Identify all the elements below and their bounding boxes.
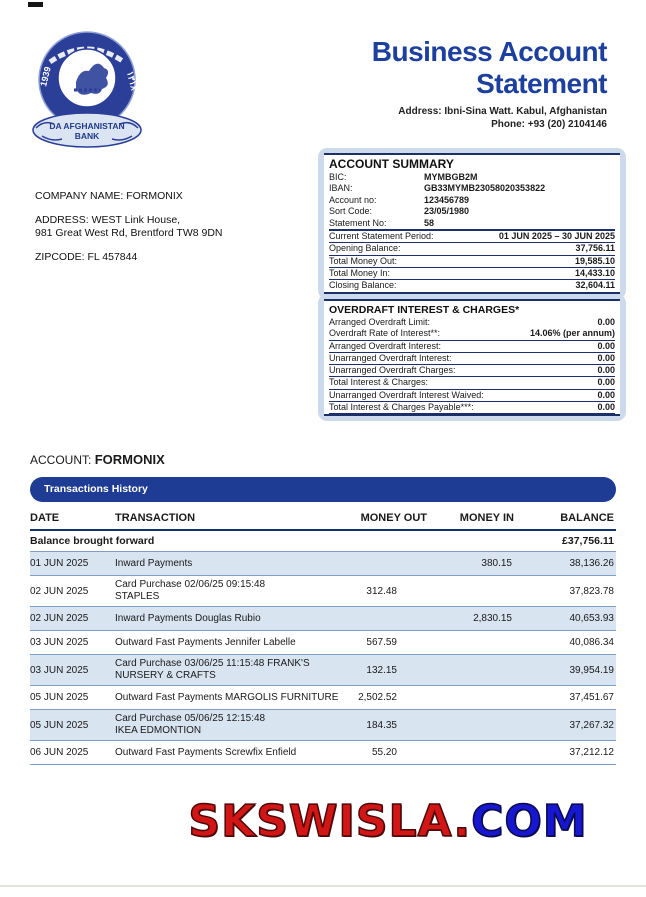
overdraft-value: 0.00 bbox=[597, 365, 615, 376]
statement-header bbox=[267, 36, 607, 131]
tx-description: Outward Fast Payments Screwfix Enfield bbox=[115, 746, 297, 758]
tx-money-out: 132.15 bbox=[366, 664, 397, 676]
info-label: Account no: bbox=[329, 194, 377, 205]
tx-date: 02 JUN 2025 bbox=[30, 585, 89, 597]
page-edge-divider bbox=[0, 885, 646, 887]
summary-value: 19,585.10 bbox=[574, 255, 615, 266]
overdraft-label: Unarranged Overdraft Charges: bbox=[329, 365, 456, 376]
overdraft-row bbox=[329, 317, 615, 328]
table-row bbox=[30, 576, 616, 607]
bank-address: Address: Ibni-Sina Watt. Kabul, Afghanistan bbox=[398, 106, 607, 117]
overdraft-value: 0.00 bbox=[597, 352, 615, 363]
info-value: 58 bbox=[424, 217, 435, 228]
site-watermark bbox=[0, 796, 646, 847]
logo-year-left: 1939 bbox=[38, 65, 53, 88]
account-summary-panel bbox=[318, 148, 626, 299]
tx-description: Inward Payments bbox=[115, 557, 193, 569]
overdraft-row bbox=[329, 341, 615, 353]
summary-label: Total Money In: bbox=[329, 267, 391, 278]
tx-balance: 37,451.67 bbox=[569, 692, 614, 703]
watermark-dot: . bbox=[453, 796, 472, 847]
company-name: COMPANY NAME: FORMONIX bbox=[35, 190, 183, 202]
tx-date: 05 JUN 2025 bbox=[30, 692, 89, 703]
brought-forward-label: Balance brought forward bbox=[30, 535, 155, 547]
document-title bbox=[267, 36, 607, 100]
table-row bbox=[30, 655, 616, 686]
overdraft-row bbox=[329, 353, 615, 365]
summary-value: 01 JUN 2025 – 30 JUN 2025 bbox=[498, 231, 615, 242]
info-label: Sort Code: bbox=[329, 206, 373, 217]
tx-money-out: 55.20 bbox=[371, 747, 397, 758]
tx-date: 05 JUN 2025 bbox=[30, 719, 89, 731]
overdraft-value: 0.00 bbox=[597, 377, 615, 388]
tx-money-out: 184.35 bbox=[366, 719, 397, 731]
transactions-history-banner: Transactions History bbox=[30, 477, 616, 502]
watermark-text-blue: COM bbox=[471, 796, 588, 847]
info-value: 23/05/1980 bbox=[424, 206, 470, 217]
column-header-date: DATE bbox=[30, 512, 60, 524]
summary-label: Current Statement Period: bbox=[329, 231, 434, 242]
company-zipcode: ZIPCODE: FL 457844 bbox=[35, 251, 138, 263]
table-row bbox=[30, 552, 616, 576]
summary-label: Opening Balance: bbox=[329, 243, 401, 254]
info-label: IBAN: bbox=[329, 183, 353, 194]
summary-info-row bbox=[329, 195, 615, 206]
summary-label: Closing Balance: bbox=[329, 280, 397, 291]
account-name-line bbox=[30, 452, 165, 467]
tx-description: Card Purchase 05/06/25 12:15:48 IKEA EDMONTION bbox=[115, 713, 266, 736]
document-title-line2: Statement bbox=[476, 68, 607, 99]
table-row bbox=[30, 631, 616, 655]
info-value: 123456789 bbox=[424, 194, 470, 205]
column-header-money-out: MONEY OUT bbox=[360, 512, 427, 524]
summary-info-row bbox=[329, 206, 615, 217]
account-name: FORMONIX bbox=[94, 452, 165, 467]
tx-money-out: 567.59 bbox=[366, 637, 397, 648]
overdraft-label: Total Interest & Charges: bbox=[329, 377, 429, 388]
brought-forward-balance: £37,756.11 bbox=[562, 535, 614, 547]
table-row bbox=[30, 741, 616, 765]
table-row bbox=[30, 710, 616, 741]
tx-balance: 39,954.19 bbox=[569, 664, 614, 676]
tx-money-in: 2,830.15 bbox=[473, 613, 512, 624]
overdraft-label: Overdraft Rate of Interest**: bbox=[329, 328, 441, 339]
bank-logo bbox=[26, 24, 148, 154]
summary-label: Total Money Out: bbox=[329, 255, 398, 266]
tx-date: 06 JUN 2025 bbox=[30, 747, 89, 758]
summary-row bbox=[329, 255, 615, 267]
tx-money-in: 380.15 bbox=[481, 558, 512, 569]
summary-info-row bbox=[329, 218, 615, 229]
overdraft-row bbox=[329, 402, 615, 414]
info-label: BIC: bbox=[329, 172, 347, 182]
tx-money-out: 2,502.52 bbox=[358, 692, 397, 703]
summary-row bbox=[329, 279, 615, 291]
overdraft-row bbox=[329, 390, 615, 402]
tx-date: 02 JUN 2025 bbox=[30, 613, 89, 624]
overdraft-value: 0.00 bbox=[597, 402, 615, 413]
column-header-money-in: MONEY IN bbox=[459, 512, 514, 524]
tx-money-out: 312.48 bbox=[366, 585, 397, 597]
summary-row bbox=[329, 229, 615, 242]
summary-row bbox=[329, 242, 615, 254]
tx-description: Outward Fast Payments Jennifer Labelle bbox=[115, 636, 296, 648]
table-row bbox=[30, 686, 616, 710]
summary-info-row bbox=[329, 183, 615, 194]
summary-info-row bbox=[329, 172, 615, 183]
overdraft-value: 0.00 bbox=[597, 340, 615, 351]
account-summary-table bbox=[324, 153, 620, 294]
tx-date: 01 JUN 2025 bbox=[30, 558, 89, 569]
overdraft-value: 0.00 bbox=[597, 389, 615, 400]
summary-value: 32,604.11 bbox=[575, 280, 615, 291]
overdraft-label: Unarranged Overdraft Interest Waived: bbox=[329, 389, 484, 400]
column-header-balance: BALANCE bbox=[560, 512, 614, 524]
company-info bbox=[35, 190, 223, 264]
overdraft-label: Unarranged Overdraft Interest: bbox=[329, 352, 452, 363]
company-address-line1: ADDRESS: WEST Link House, bbox=[35, 214, 181, 226]
watermark-text-red: SKSWISLA bbox=[188, 796, 454, 847]
overdraft-label: Arranged Overdraft Interest: bbox=[329, 340, 442, 351]
tx-balance: 40,653.93 bbox=[569, 613, 614, 624]
summary-value: 14,433.10 bbox=[574, 267, 615, 278]
company-address-line2: 981 Great West Rd, Brentford TW8 9DN bbox=[35, 227, 223, 239]
tx-description: Card Purchase 03/06/25 11:15:48 FRANK'S NURSERY & CRAFTS bbox=[115, 658, 310, 681]
overdraft-value: 0.00 bbox=[597, 317, 615, 327]
tx-description: Card Purchase 02/06/25 09:15:48 STAPLES bbox=[115, 579, 266, 602]
overdraft-row bbox=[329, 328, 615, 340]
info-value: GB33MYMB23058020353822 bbox=[424, 183, 546, 194]
overdraft-charges-table bbox=[324, 299, 620, 416]
transactions-header-row bbox=[30, 507, 616, 531]
logo-bank-name-line1: DA AFGHANISTAN bbox=[49, 121, 125, 131]
overdraft-label: Arranged Overdraft Limit: bbox=[329, 317, 431, 327]
logo-bank-name-line2: BANK bbox=[74, 131, 100, 141]
overdraft-row bbox=[329, 365, 615, 377]
overdraft-value: 14.06% (per annum) bbox=[529, 328, 615, 339]
column-header-transaction: TRANSACTION bbox=[115, 512, 196, 524]
tx-date: 03 JUN 2025 bbox=[30, 637, 89, 648]
overdraft-title: OVERDRAFT INTEREST & CHARGES* bbox=[329, 304, 520, 316]
tx-date: 03 JUN 2025 bbox=[30, 664, 89, 676]
tx-balance: 37,823.78 bbox=[569, 585, 614, 597]
bank-phone: Phone: +93 (20) 2104146 bbox=[491, 119, 607, 130]
bank-contact-info bbox=[267, 105, 607, 131]
balance-brought-forward-row bbox=[30, 531, 616, 552]
document-title-line1: Business Account bbox=[371, 36, 607, 67]
tx-balance: 37,212.12 bbox=[569, 747, 614, 758]
account-label: ACCOUNT: bbox=[30, 453, 92, 467]
info-label: Statement No: bbox=[329, 217, 387, 228]
overdraft-row bbox=[329, 377, 615, 389]
tx-balance: 37,267.32 bbox=[569, 719, 614, 731]
tx-balance: 38,136.26 bbox=[569, 558, 614, 569]
tx-description: Outward Fast Payments MARGOLIS FURNITURE bbox=[115, 691, 339, 703]
account-summary-title: ACCOUNT SUMMARY bbox=[329, 157, 454, 171]
tx-description: Inward Payments Douglas Rubio bbox=[115, 612, 261, 624]
info-value: MYMBGB2M bbox=[424, 172, 478, 182]
transactions-table bbox=[30, 507, 616, 765]
table-row bbox=[30, 607, 616, 631]
tx-balance: 40,086.34 bbox=[569, 637, 614, 648]
page-corner-mark bbox=[28, 2, 43, 7]
overdraft-charges-panel bbox=[318, 294, 626, 421]
logo-year-right: ١٣١٨ bbox=[125, 70, 140, 92]
bank-seal-icon bbox=[26, 24, 148, 154]
overdraft-label: Total Interest & Charges Payable***: bbox=[329, 402, 474, 413]
summary-row bbox=[329, 267, 615, 279]
summary-value: 37,756.11 bbox=[575, 243, 615, 254]
